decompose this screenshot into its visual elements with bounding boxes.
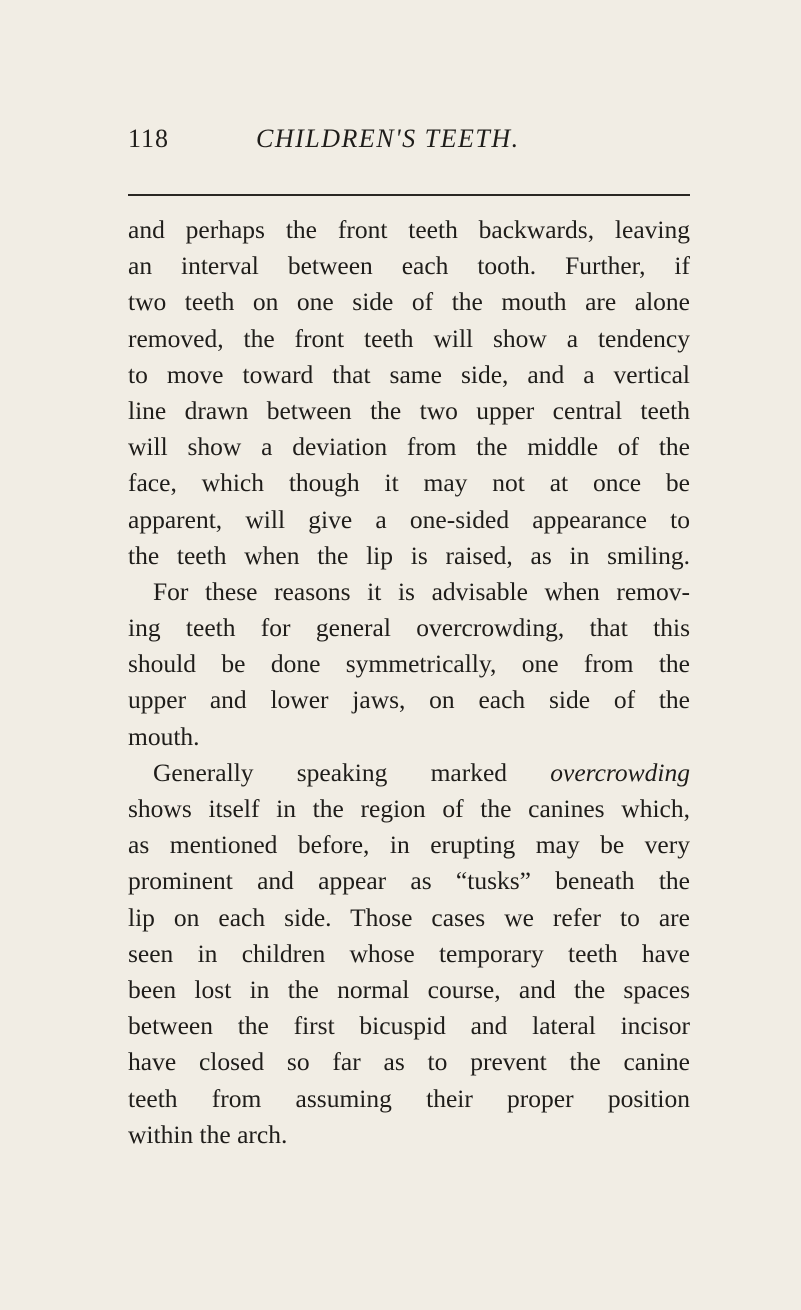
text-line: removed, the front teeth will show a tendency — [128, 323, 690, 353]
text-line: prominent and appear as “tusks” beneath the — [128, 866, 690, 896]
header-rule — [128, 194, 690, 196]
text-line: have closed so far as to prevent the canine — [128, 1047, 690, 1077]
text-line: should be done symmetrically, one from the — [128, 649, 690, 679]
text-line: ing teeth for general overcrowding, that this — [128, 613, 690, 643]
text-line-with-emphasis — [128, 755, 690, 791]
text-line: mouth. — [128, 721, 200, 751]
text-line: For these reasons it is advisable when remov- — [153, 576, 690, 606]
text-line: been lost in the normal course, and the spaces — [128, 974, 690, 1004]
text-line: two teeth on one side of the mouth are alone — [128, 287, 690, 317]
text-line: an interval between each tooth. Further, if — [128, 251, 690, 281]
text-line: to move toward that same side, and a vertical — [128, 359, 690, 389]
text-line: upper and lower jaws, on each side of the — [128, 685, 690, 715]
page-header — [128, 124, 688, 164]
page-number: 118 — [128, 124, 170, 153]
body-text — [128, 212, 690, 1153]
text-line: seen in children whose temporary teeth have — [128, 938, 690, 968]
text-line: lip on each side. Those cases we refer to are — [128, 902, 690, 932]
text-line: within the arch. — [128, 1119, 288, 1149]
text-line: and perhaps the front teeth backwards, leaving — [128, 215, 690, 244]
text-line: apparent, will give a one-sided appearance to — [128, 504, 690, 534]
text-line: line drawn between the two upper central teeth — [128, 395, 690, 425]
running-title: CHILDREN'S TEETH. — [256, 124, 520, 153]
text-line: the teeth when the lip is raised, as in smiling. — [128, 540, 690, 570]
text-segment: Generally speaking marked — [153, 757, 508, 787]
text-line: face, which though it may not at once be — [128, 468, 690, 498]
italic-term: overcrowding — [550, 757, 691, 787]
text-line: will show a deviation from the middle of the — [128, 432, 690, 462]
text-line: as mentioned before, in erupting may be very — [128, 830, 690, 860]
text-line: between the first bicuspid and lateral incisor — [128, 1011, 690, 1041]
text-line: shows itself in the region of the canines which, — [128, 794, 690, 823]
text-line: teeth from assuming their proper position — [128, 1083, 690, 1113]
